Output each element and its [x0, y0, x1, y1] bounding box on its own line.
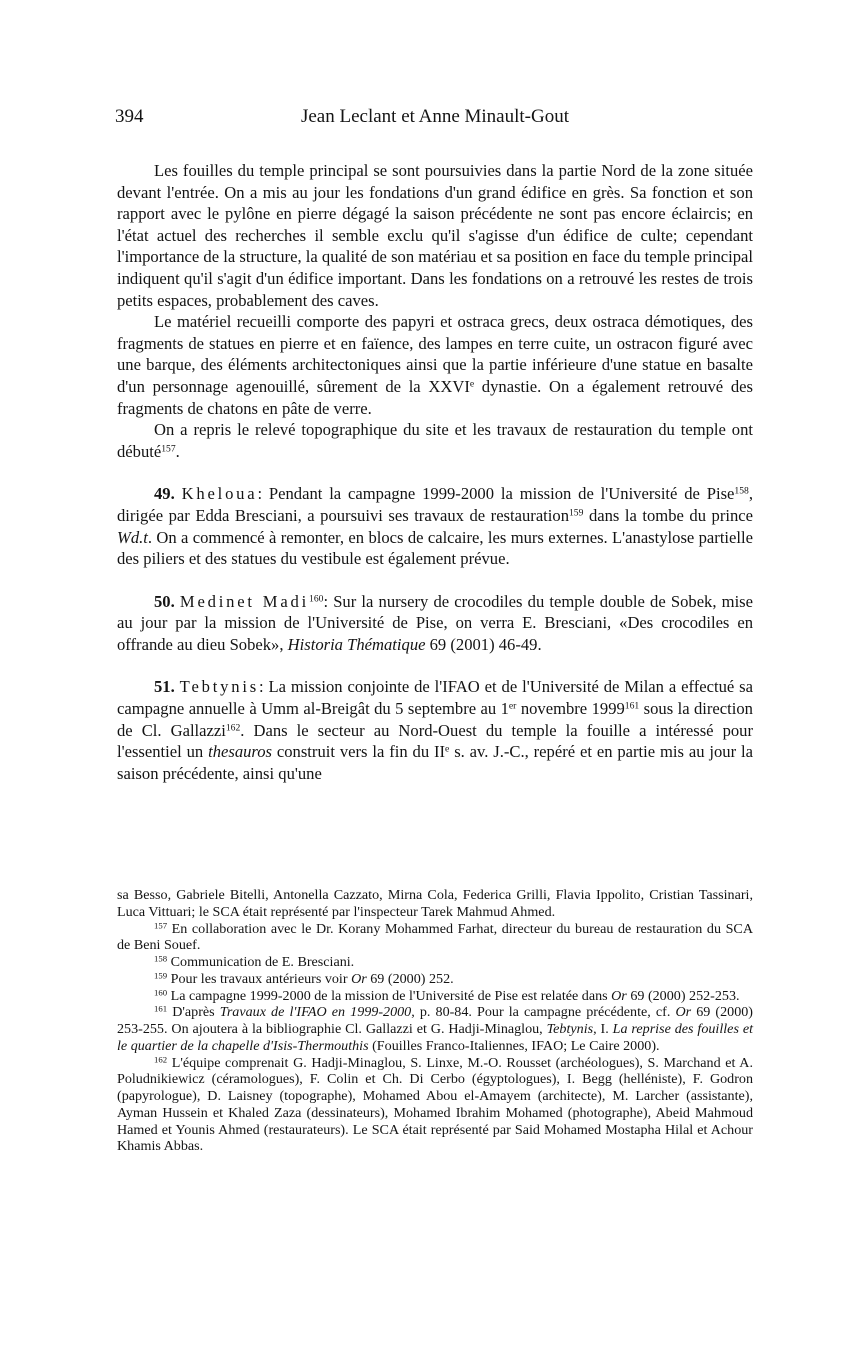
paragraph-text: s. av. J.-C., repéré et en partie mis au jour la saison précédente, ainsi qu'une: [117, 742, 753, 783]
footnote-continuation: [117, 887, 753, 921]
journal-abbrev: Or: [351, 970, 367, 987]
footnote-160: [117, 988, 753, 1005]
footnote-mark: 160: [154, 987, 168, 998]
italic-title: Historia Thématique: [287, 634, 426, 654]
italic-title: La reprise des fouilles et le quartier de la chapelle d'Isis-Thermouthis: [117, 1021, 753, 1054]
section-51: [117, 676, 753, 784]
italic-term: thesauros: [208, 742, 273, 762]
paragraph-text: 69 (2001) 46-49.: [425, 634, 542, 654]
footnote-162: [117, 1055, 753, 1156]
footnotes: [117, 887, 753, 1155]
footnote-mark: 157: [154, 920, 168, 931]
section-number: 50.: [154, 591, 175, 611]
page-number: 394: [115, 106, 144, 127]
footnote-text: La campagne 1999-2000 de la mission de l'Université de Pise est relatée dans: [167, 987, 612, 1004]
superscript: e: [469, 378, 475, 390]
footnote-mark: 162: [154, 1054, 168, 1065]
paragraph-text: . On a commencé à remonter, en blocs de calcaire, les murs externes. L'anastylose partielle des piliers et des statues du vestibule est également prévue.: [117, 527, 753, 569]
footnote-text: , p. 80-84. Pour la campagne précédente, cf.: [411, 1004, 676, 1021]
section-number: 51.: [154, 677, 175, 697]
footnote-ref-159: 159: [569, 507, 584, 519]
paragraph-topography: [117, 419, 753, 462]
footnote-text: sa Besso, Gabriele Bitelli, Antonella Cazzato, Mirna Cola, Federica Grilli, Flavia Ippolito, Cristian Tassinari, Luca Vittuari; le SCA était représenté par l'inspecteur Tarek Mahmud Ahmed.: [117, 887, 753, 920]
footnote-ref-157: 157: [161, 443, 176, 455]
paragraph-temple-excavation: [117, 160, 753, 311]
footnote-text: 69 (2000) 252-253.: [626, 987, 740, 1004]
paragraph-text: novembre 1999: [516, 699, 625, 719]
main-text: [117, 160, 753, 784]
paragraph-text: Le matériel recueilli comporte des papyri et ostraca grecs, deux ostraca démotiques, des fragments de statues en pierre et en faïence, des lampes en terre cuite, un ostracon figuré avec une barque, des éléments architectoniques ainsi que la partie inférieure d'une statue en basalte d'un personnage agenouillé, sûrement de la XXVI: [117, 312, 753, 396]
footnote-text: (Fouilles Franco-Italiennes, IFAO; Le Caire 2000).: [368, 1037, 660, 1054]
journal-abbrev: Or: [675, 1004, 692, 1021]
italic-title: Travaux de l'IFAO en 1999-2000: [219, 1004, 412, 1021]
paragraph-text: On a repris le relevé topographique du site et les travaux de restauration du temple ont débuté: [117, 420, 753, 461]
footnote-158: [117, 954, 753, 971]
footnote-159: [117, 971, 753, 988]
paragraph-text: dans la tombe du prince: [583, 505, 753, 525]
running-title: Jean Leclant et Anne Minault-Gout: [300, 106, 570, 127]
footnote-ref-162: 162: [225, 722, 241, 734]
italic-title: Tebtynis: [546, 1021, 594, 1037]
section-49: [117, 483, 753, 569]
paragraph-text: dynastie. On a également retrouvé des fragments de chatons en pâte de verre.: [117, 376, 753, 418]
footnote-157: [117, 921, 753, 955]
footnote-mark: 161: [154, 1003, 168, 1014]
site-name: Medinet Madi: [179, 591, 310, 611]
footnote-ref-161: 161: [624, 700, 640, 712]
footnote-text: D'après: [167, 1004, 220, 1021]
footnote-mark: 159: [154, 970, 168, 981]
section-50: [117, 591, 753, 656]
paragraph-text: Les fouilles du temple principal se sont poursuivies dans la partie Nord de la zone située devant l'entrée. On a mis au jour les fondations d'un grand édifice en grès. Sa fonction et son rapport avec le pylône en pierre dégagé la saison précédente ne sont pas encore éclaircis; en l'état actuel des recherches il semble exclu qu'il s'agisse d'un édifice de culte; cependant l'importance de la structure, la qualité de son matériau et sa position en face du temple principal indiquent qu'il s'agit d'un édifice important. Dans les fondations on a retrouvé les restes de trois petits espaces, probablement des caves.: [117, 161, 753, 310]
footnote-161: [117, 1004, 753, 1054]
footnote-text: Communication de E. Bresciani.: [167, 954, 355, 970]
paragraph-text: construit vers la fin du II: [272, 742, 446, 762]
footnote-text: 69 (2000) 252.: [366, 970, 454, 987]
footnote-mark: 158: [154, 953, 168, 964]
paragraph-text: : La mission conjointe de l'IFAO et de l'Université de Milan a effectué sa campagne annuelle à Umm al-Breigât du 5 septembre au 1: [117, 677, 753, 719]
footnote-text: L'équipe comprenait G. Hadji-Minaglou, S. Linxe, M.-O. Rousset (archéologues), S. Marchand et A. Poludnikiewicz (céramologues), F. Colin et Ch. Di Cerbo (égyptologues), I. Begg (helléniste), F. Godron (papyrologue), D. Laisney (topographe), Mohamed Abou el-Amayem (architecte), M. Larcher (assistante), Ayman Hussein et Khaled Zaza (dessinateurs), Mohamed Ibrahim Mohamed (photographe), Abeid Mahmoud Hamed et Younis Ahmed (restaurateurs). Le SCA était représenté par Said Mohamed Mostapha Hilal et Achour Khamis Abbas.: [117, 1054, 753, 1155]
journal-abbrev: Or: [611, 987, 627, 1004]
superscript: e: [445, 743, 450, 755]
paragraph-material-found: [117, 311, 753, 419]
footnote-text: En collaboration avec le Dr. Korany Mohammed Farhat, directeur du bureau de restauration du SCA de Beni Souef.: [117, 920, 753, 954]
section-number: 49.: [154, 484, 175, 504]
paragraph-text: , dirigée par Edda Bresciani, a poursuivi ses travaux de restauration: [117, 484, 753, 525]
footnote-text: , I.: [593, 1021, 613, 1037]
paragraph-text: sous la direction de Cl. Gallazzi: [117, 699, 753, 740]
site-name: Tebtynis: [179, 677, 259, 697]
footnote-ref-158: 158: [734, 486, 749, 498]
italic-name: Wd.t: [117, 527, 148, 547]
footnote-text: Pour les travaux antérieurs voir: [167, 970, 352, 987]
paragraph-text: .: [175, 441, 180, 461]
page-header: [115, 106, 755, 134]
site-name: Kheloua: [181, 484, 258, 504]
paragraph-text: : Pendant la campagne 1999-2000 la mission de l'Université de Pise: [257, 484, 735, 504]
footnote-text: 69 (2000) 253-255. On ajoutera à la bibliographie Cl. Gallazzi et G. Hadji-Minaglou,: [117, 1004, 753, 1037]
footnote-ref-160: 160: [309, 593, 324, 605]
superscript: er: [508, 700, 517, 712]
paragraph-text: . Dans le secteur au Nord-Ouest du temple la fouille a intéressé pour l'essentiel un: [117, 720, 754, 762]
paragraph-text: : Sur la nursery de crocodiles du temple double de Sobek, mise au jour par la mission de l'Université de Pise, on verra E. Bresciani, «Des crocodiles en offrande au dieu Sobek»,: [117, 591, 754, 654]
